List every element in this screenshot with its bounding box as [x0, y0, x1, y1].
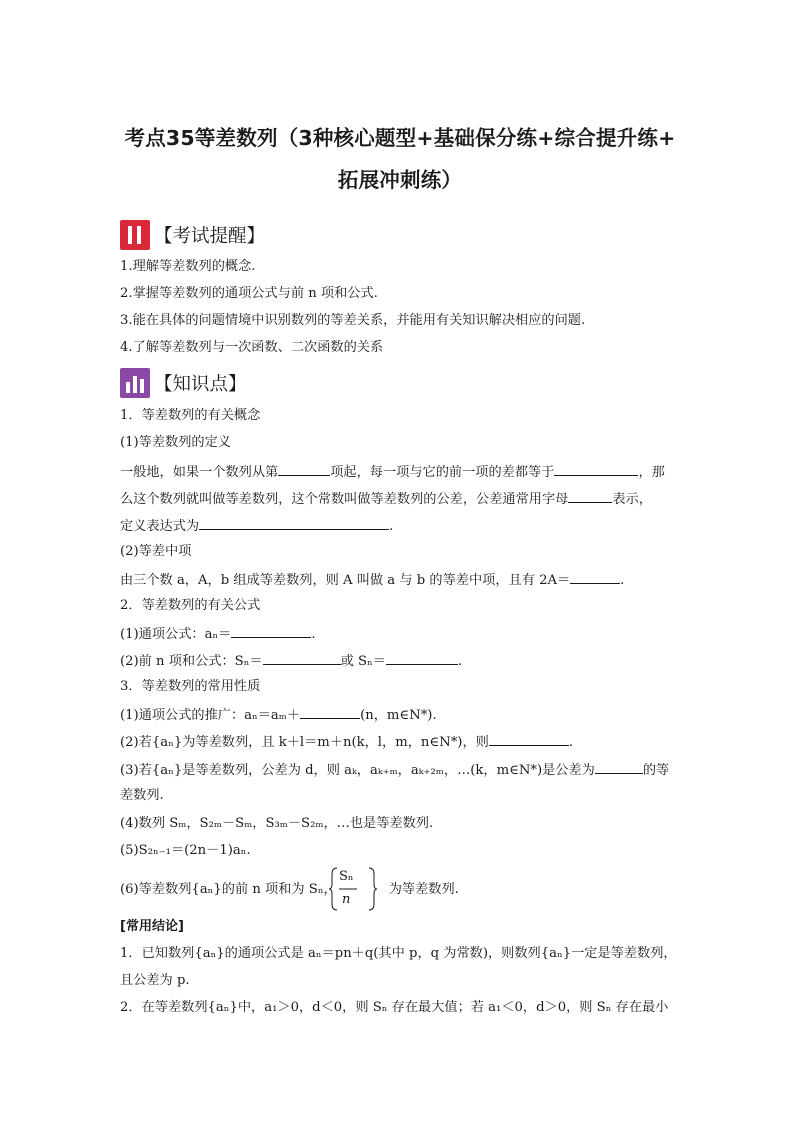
reminder-item-4: 4.了解等差数列与一次函数、二次函数的关系 [120, 340, 384, 355]
fill-blank[interactable] [568, 489, 612, 503]
page-title-line-1: 考点35等差数列（3种核心题型+基础保分练+综合提升练+ [124, 126, 676, 150]
knowledge-s3-title: 3．等差数列的常用性质 [120, 679, 261, 694]
property-6: (6)等差数列{aₙ}的前 n 项和为 Sₙ， 为等差数列. [120, 882, 459, 897]
knowledge-label: 【知识点】 [154, 374, 247, 395]
fill-blank[interactable] [231, 624, 311, 638]
property-4: (4)数列 Sₘ，S₂ₘ－Sₘ，S₃ₘ－S₂ₘ，…也是等差数列. [120, 816, 434, 831]
knowledge-s1-2-title: (2)等差中项 [120, 544, 192, 559]
reminder-item-2: 2.掌握等差数列的通项公式与前 n 项和公式. [120, 286, 378, 301]
conclusion-1-cont: 且公差为 p. [120, 973, 190, 988]
knowledge-s1-title: 1．等差数列的有关概念 [120, 408, 261, 423]
conclusion-2: 2．在等差数列{aₙ}中，a₁＞0，d＜0，则 Sₙ 存在最大值；若 a₁＜0，d＞0，则 Sₙ 存在最小 [120, 1000, 669, 1015]
sum-formula: (2)前 n 项和公式：Sₙ＝ 或 Sₙ＝ . [120, 651, 462, 671]
arithmetic-mean-line: 由三个数 a，A，b 组成等差数列，则 A 叫做 a 与 b 的等差中项，且有 2A＝ . [120, 570, 624, 590]
knowledge-s2-title: 2．等差数列的有关公式 [120, 598, 261, 613]
fraction-brace [329, 866, 379, 912]
definition-line-3: 定义表达式为 . [120, 516, 393, 536]
exam-reminder-label: 【考试提醒】 [154, 226, 266, 247]
fill-blank[interactable] [570, 570, 620, 584]
fill-blank[interactable] [489, 732, 569, 746]
bar-chart-icon [120, 368, 150, 398]
exam-reminder-heading [120, 218, 265, 252]
knowledge-heading [120, 366, 247, 400]
property-3: (3)若{aₙ}是等差数列，公差为 d，则 aₖ，aₖ₊ₘ，aₖ₊₂ₘ，…(k，m∈N*)是公差为 的等 [120, 760, 669, 780]
property-1: (1)通项公式的推广：aₙ＝aₘ＋ (n，m∈N*). [120, 705, 437, 725]
knowledge-s1-1-title: (1)等差数列的定义 [120, 435, 231, 450]
general-term-formula: (1)通项公式：aₙ＝ . [120, 624, 316, 644]
reminder-item-3: 3.能在具体的问题情境中识别数列的等差关系，并能用有关知识解决相应的问题. [120, 313, 586, 328]
definition-line-1: 一般地，如果一个数列从第 项起，每一项与它的前一项的差都等于 ，那 [120, 462, 665, 482]
reminder-item-1: 1.理解等差数列的概念. [120, 259, 256, 274]
property-3-cont: 差数列. [120, 788, 164, 803]
bars-icon [120, 220, 150, 250]
property-5: (5)S₂ₙ₋₁＝(2n－1)aₙ. [120, 843, 251, 858]
fraction-numerator: Sₙ [339, 869, 354, 884]
fraction-denominator: n [342, 892, 351, 907]
fill-blank[interactable] [595, 760, 643, 774]
page-title-line-2: 拓展冲刺练） [337, 168, 463, 192]
fill-blank[interactable] [199, 516, 389, 530]
fill-blank[interactable] [300, 705, 360, 719]
definition-line-2: 么这个数列就叫做等差数列，这个常数叫做等差数列的公差，公差通常用字母 表示， [120, 489, 652, 509]
fill-blank[interactable] [554, 462, 638, 476]
fill-blank[interactable] [386, 651, 458, 665]
fill-blank[interactable] [278, 462, 330, 476]
conclusions-title: [常用结论] [120, 919, 184, 934]
conclusion-1: 1．已知数列{aₙ}的通项公式是 aₙ＝pn＋q(其中 p，q 为常数)，则数列{aₙ}一定是等差数列， [120, 946, 677, 961]
property-2: (2)若{aₙ}为等差数列，且 k＋l＝m＋n(k，l，m，n∈N*)，则 . [120, 732, 573, 752]
fill-blank[interactable] [263, 651, 341, 665]
